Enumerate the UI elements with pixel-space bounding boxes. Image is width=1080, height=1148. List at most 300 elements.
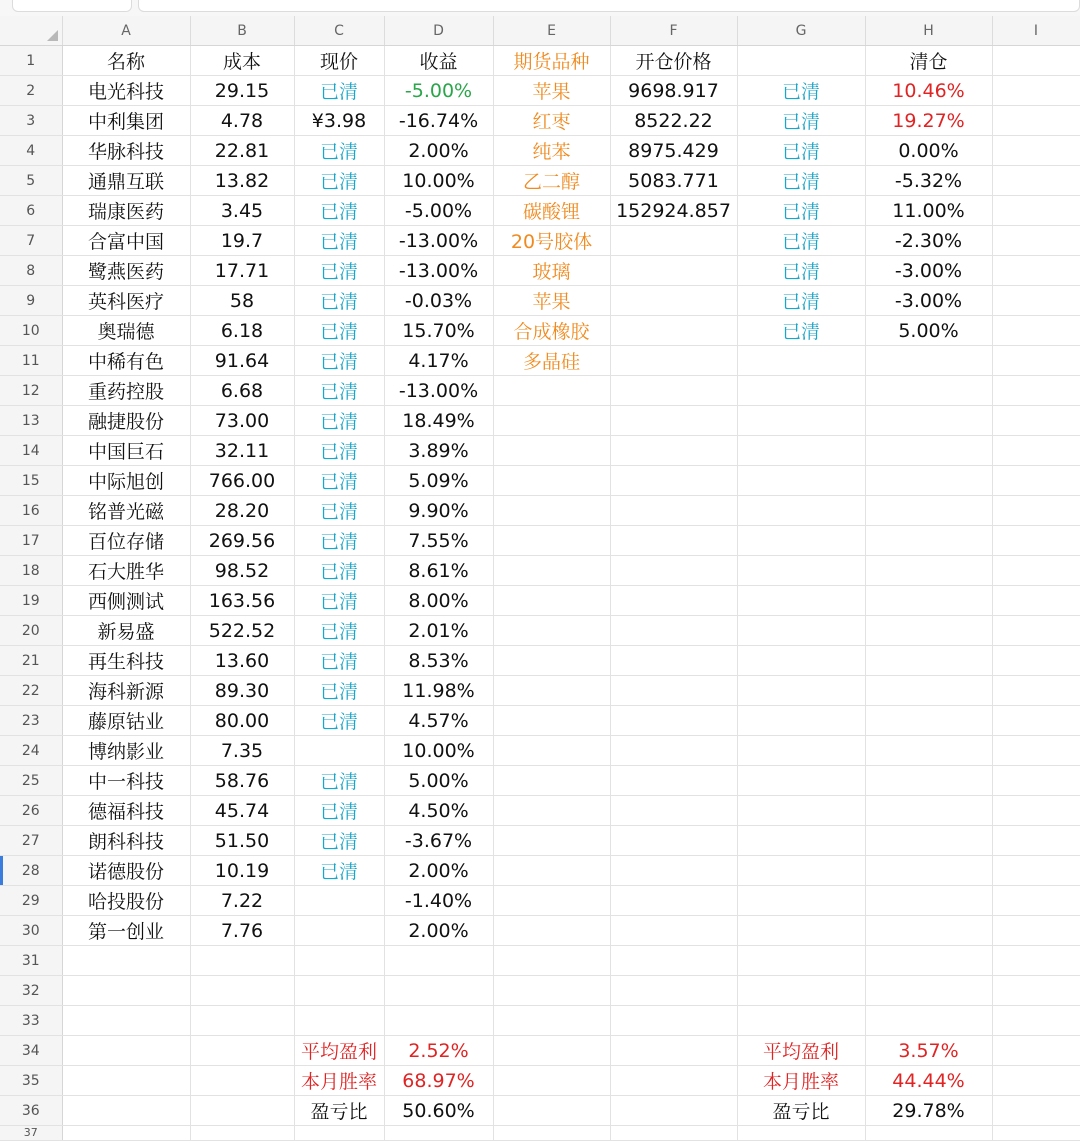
cell-d[interactable] [384, 976, 493, 1006]
cell-g[interactable] [737, 946, 865, 976]
cell-c[interactable] [294, 976, 384, 1006]
cell-h[interactable]: 19.27% [865, 106, 992, 136]
cell-a[interactable]: 中国巨石 [62, 436, 190, 466]
cell-h[interactable] [865, 736, 992, 766]
cell-f[interactable]: 152924.857 [610, 196, 737, 226]
cell-g[interactable]: 已清 [737, 286, 865, 316]
row-header[interactable]: 1 [0, 46, 62, 76]
cell-g[interactable] [737, 616, 865, 646]
cell-c[interactable]: 现价 [294, 46, 384, 76]
cell-h[interactable]: 清仓 [865, 46, 992, 76]
row-header[interactable]: 35 [0, 1066, 62, 1096]
cell-a[interactable]: 中稀有色 [62, 346, 190, 376]
cell-a[interactable]: 博纳影业 [62, 736, 190, 766]
cell-g[interactable] [737, 46, 865, 76]
cell-e[interactable] [493, 376, 610, 406]
cell-f[interactable] [610, 406, 737, 436]
cell-b[interactable] [190, 1006, 294, 1036]
cell-b[interactable]: 7.22 [190, 886, 294, 916]
cell-h[interactable] [865, 886, 992, 916]
cell-d[interactable]: 4.57% [384, 706, 493, 736]
cell-f[interactable] [610, 706, 737, 736]
cell-d[interactable]: 9.90% [384, 496, 493, 526]
cell-g[interactable] [737, 376, 865, 406]
cell-g[interactable] [737, 856, 865, 886]
cell-f[interactable] [610, 976, 737, 1006]
cell-a[interactable]: 石大胜华 [62, 556, 190, 586]
cell-i[interactable] [992, 556, 1080, 586]
cell-d[interactable]: 5.00% [384, 766, 493, 796]
row-header[interactable]: 6 [0, 196, 62, 226]
cell-b[interactable]: 28.20 [190, 496, 294, 526]
cell-b[interactable]: 6.68 [190, 376, 294, 406]
cell-h[interactable] [865, 346, 992, 376]
column-header-a[interactable]: A [62, 16, 190, 46]
cell-e[interactable] [493, 526, 610, 556]
cell-i[interactable] [992, 886, 1080, 916]
cell-a[interactable]: 百位存储 [62, 526, 190, 556]
cell-a[interactable]: 重药控股 [62, 376, 190, 406]
row-header[interactable]: 3 [0, 106, 62, 136]
cell-e[interactable] [493, 496, 610, 526]
cell-e[interactable] [493, 406, 610, 436]
row-header[interactable]: 34 [0, 1036, 62, 1066]
cell-e[interactable]: 苹果 [493, 76, 610, 106]
cell-f[interactable] [610, 646, 737, 676]
cell-d[interactable]: 8.61% [384, 556, 493, 586]
cell-i[interactable] [992, 286, 1080, 316]
cell-g[interactable] [737, 796, 865, 826]
cell-i[interactable] [992, 1066, 1080, 1096]
cell-i[interactable] [992, 226, 1080, 256]
cell-c[interactable]: 本月胜率 [294, 1066, 384, 1096]
cell-f[interactable] [610, 796, 737, 826]
cell-e[interactable]: 合成橡胶 [493, 316, 610, 346]
cell-d[interactable]: 11.98% [384, 676, 493, 706]
cell-i[interactable] [992, 466, 1080, 496]
row-header[interactable]: 32 [0, 976, 62, 1006]
cell-a[interactable]: 新易盛 [62, 616, 190, 646]
cell-i[interactable] [992, 1006, 1080, 1036]
cell-c[interactable]: 已清 [294, 616, 384, 646]
cell-h[interactable] [865, 796, 992, 826]
cell-e[interactable] [493, 796, 610, 826]
cell-f[interactable] [610, 1036, 737, 1066]
cell-d[interactable]: -16.74% [384, 106, 493, 136]
cell-b[interactable]: 19.7 [190, 226, 294, 256]
row-header[interactable]: 15 [0, 466, 62, 496]
cell-g[interactable]: 已清 [737, 166, 865, 196]
cell-a[interactable]: 第一创业 [62, 916, 190, 946]
cell-e[interactable] [493, 856, 610, 886]
cell-a[interactable]: 名称 [62, 46, 190, 76]
cell-c[interactable]: 平均盈利 [294, 1036, 384, 1066]
cell-c[interactable]: ¥3.98 [294, 106, 384, 136]
cell-f[interactable] [610, 1126, 737, 1141]
cell-h[interactable] [865, 436, 992, 466]
cell-d[interactable]: -13.00% [384, 256, 493, 286]
row-header[interactable]: 21 [0, 646, 62, 676]
cell-i[interactable] [992, 856, 1080, 886]
cell-c[interactable]: 已清 [294, 526, 384, 556]
cell-c[interactable]: 已清 [294, 346, 384, 376]
cell-e[interactable] [493, 706, 610, 736]
cell-f[interactable] [610, 916, 737, 946]
cell-h[interactable] [865, 676, 992, 706]
row-header[interactable]: 27 [0, 826, 62, 856]
cell-f[interactable] [610, 346, 737, 376]
cell-e[interactable]: 碳酸锂 [493, 196, 610, 226]
cell-c[interactable]: 已清 [294, 766, 384, 796]
cell-i[interactable] [992, 1096, 1080, 1126]
cell-a[interactable]: 中利集团 [62, 106, 190, 136]
cell-e[interactable] [493, 556, 610, 586]
cell-h[interactable]: -5.32% [865, 166, 992, 196]
row-header[interactable]: 16 [0, 496, 62, 526]
select-all-corner[interactable] [0, 16, 62, 46]
cell-h[interactable] [865, 556, 992, 586]
cell-b[interactable]: 13.82 [190, 166, 294, 196]
cell-c[interactable]: 已清 [294, 676, 384, 706]
cell-c[interactable]: 已清 [294, 226, 384, 256]
cell-a[interactable]: 再生科技 [62, 646, 190, 676]
cell-h[interactable] [865, 1126, 992, 1141]
cell-d[interactable]: 8.00% [384, 586, 493, 616]
cell-c[interactable]: 已清 [294, 286, 384, 316]
cell-i[interactable] [992, 196, 1080, 226]
cell-i[interactable] [992, 136, 1080, 166]
cell-f[interactable] [610, 496, 737, 526]
cell-b[interactable]: 58.76 [190, 766, 294, 796]
cell-d[interactable]: 4.17% [384, 346, 493, 376]
cell-g[interactable]: 本月胜率 [737, 1066, 865, 1096]
cell-f[interactable] [610, 886, 737, 916]
cell-a[interactable] [62, 1036, 190, 1066]
cell-b[interactable]: 29.15 [190, 76, 294, 106]
cell-h[interactable] [865, 376, 992, 406]
cell-h[interactable] [865, 826, 992, 856]
cell-a[interactable] [62, 1006, 190, 1036]
cell-f[interactable] [610, 826, 737, 856]
cell-c[interactable]: 已清 [294, 436, 384, 466]
cell-g[interactable]: 平均盈利 [737, 1036, 865, 1066]
cell-g[interactable] [737, 766, 865, 796]
cell-g[interactable] [737, 466, 865, 496]
cell-b[interactable]: 163.56 [190, 586, 294, 616]
cell-f[interactable] [610, 736, 737, 766]
cell-b[interactable]: 51.50 [190, 826, 294, 856]
cell-i[interactable] [992, 106, 1080, 136]
cell-h[interactable] [865, 856, 992, 886]
cell-g[interactable] [737, 1006, 865, 1036]
row-header[interactable]: 2 [0, 76, 62, 106]
cell-g[interactable]: 已清 [737, 316, 865, 346]
row-header[interactable]: 22 [0, 676, 62, 706]
cell-h[interactable] [865, 526, 992, 556]
cell-g[interactable] [737, 406, 865, 436]
cell-c[interactable]: 已清 [294, 496, 384, 526]
cell-c[interactable]: 已清 [294, 796, 384, 826]
cell-e[interactable] [493, 766, 610, 796]
cell-g[interactable] [737, 586, 865, 616]
cell-c[interactable]: 已清 [294, 166, 384, 196]
cell-e[interactable] [493, 616, 610, 646]
cell-b[interactable]: 91.64 [190, 346, 294, 376]
cell-i[interactable] [992, 166, 1080, 196]
cell-e[interactable] [493, 826, 610, 856]
cell-h[interactable] [865, 916, 992, 946]
cell-e[interactable] [493, 436, 610, 466]
cell-b[interactable]: 269.56 [190, 526, 294, 556]
cell-f[interactable] [610, 256, 737, 286]
cell-a[interactable] [62, 1096, 190, 1126]
cell-i[interactable] [992, 976, 1080, 1006]
cell-d[interactable]: -5.00% [384, 196, 493, 226]
column-header-c[interactable]: C [294, 16, 384, 46]
cell-b[interactable]: 成本 [190, 46, 294, 76]
cell-i[interactable] [992, 496, 1080, 526]
cell-e[interactable] [493, 1036, 610, 1066]
row-header[interactable]: 25 [0, 766, 62, 796]
cell-e[interactable] [493, 916, 610, 946]
cell-f[interactable]: 9698.917 [610, 76, 737, 106]
cell-c[interactable]: 已清 [294, 256, 384, 286]
cell-h[interactable] [865, 586, 992, 616]
cell-h[interactable] [865, 766, 992, 796]
column-header-g[interactable]: G [737, 16, 865, 46]
cell-i[interactable] [992, 916, 1080, 946]
cell-g[interactable] [737, 436, 865, 466]
cell-b[interactable]: 13.60 [190, 646, 294, 676]
cell-c[interactable]: 已清 [294, 136, 384, 166]
cell-b[interactable]: 4.78 [190, 106, 294, 136]
cell-g[interactable] [737, 916, 865, 946]
cell-d[interactable]: 3.89% [384, 436, 493, 466]
cell-g[interactable]: 已清 [737, 76, 865, 106]
cell-i[interactable] [992, 646, 1080, 676]
cell-d[interactable] [384, 1126, 493, 1141]
cell-a[interactable]: 铭普光磁 [62, 496, 190, 526]
cell-d[interactable]: 10.00% [384, 736, 493, 766]
cell-f[interactable] [610, 676, 737, 706]
cell-e[interactable] [493, 1096, 610, 1126]
cell-b[interactable]: 766.00 [190, 466, 294, 496]
cell-a[interactable]: 华脉科技 [62, 136, 190, 166]
cell-g[interactable]: 盈亏比 [737, 1096, 865, 1126]
cell-c[interactable]: 已清 [294, 826, 384, 856]
row-header[interactable]: 19 [0, 586, 62, 616]
cell-h[interactable] [865, 466, 992, 496]
cell-g[interactable]: 已清 [737, 226, 865, 256]
cell-i[interactable] [992, 316, 1080, 346]
cell-i[interactable] [992, 256, 1080, 286]
cell-a[interactable]: 德福科技 [62, 796, 190, 826]
cell-b[interactable]: 22.81 [190, 136, 294, 166]
cell-f[interactable]: 8975.429 [610, 136, 737, 166]
cell-e[interactable]: 20号胶体 [493, 226, 610, 256]
row-header[interactable]: 24 [0, 736, 62, 766]
row-header[interactable]: 23 [0, 706, 62, 736]
cell-b[interactable]: 80.00 [190, 706, 294, 736]
cell-g[interactable]: 已清 [737, 256, 865, 286]
cell-d[interactable]: 2.52% [384, 1036, 493, 1066]
cell-i[interactable] [992, 1126, 1080, 1141]
cell-a[interactable]: 融捷股份 [62, 406, 190, 436]
cell-a[interactable]: 海科新源 [62, 676, 190, 706]
cell-i[interactable] [992, 676, 1080, 706]
cell-b[interactable]: 17.71 [190, 256, 294, 286]
cell-e[interactable]: 乙二醇 [493, 166, 610, 196]
cell-g[interactable] [737, 556, 865, 586]
cell-e[interactable] [493, 1006, 610, 1036]
cell-g[interactable] [737, 676, 865, 706]
cell-d[interactable]: 7.55% [384, 526, 493, 556]
cell-g[interactable] [737, 706, 865, 736]
name-box[interactable] [12, 0, 132, 12]
cell-b[interactable] [190, 946, 294, 976]
cell-f[interactable] [610, 946, 737, 976]
cell-d[interactable]: 50.60% [384, 1096, 493, 1126]
cell-h[interactable] [865, 946, 992, 976]
cell-i[interactable] [992, 616, 1080, 646]
cell-g[interactable] [737, 526, 865, 556]
cell-a[interactable]: 西侧测试 [62, 586, 190, 616]
cell-h[interactable]: 11.00% [865, 196, 992, 226]
cell-g[interactable]: 已清 [737, 196, 865, 226]
cell-b[interactable]: 522.52 [190, 616, 294, 646]
row-header[interactable]: 20 [0, 616, 62, 646]
cell-d[interactable] [384, 946, 493, 976]
cell-f[interactable] [610, 316, 737, 346]
cell-h[interactable]: -3.00% [865, 286, 992, 316]
cell-d[interactable]: 15.70% [384, 316, 493, 346]
cell-f[interactable] [610, 226, 737, 256]
cell-b[interactable] [190, 1066, 294, 1096]
cell-g[interactable]: 已清 [737, 136, 865, 166]
cell-f[interactable] [610, 436, 737, 466]
cell-c[interactable]: 已清 [294, 196, 384, 226]
cell-g[interactable] [737, 1126, 865, 1141]
cell-h[interactable] [865, 496, 992, 526]
cell-d[interactable]: 5.09% [384, 466, 493, 496]
column-header-i[interactable]: I [992, 16, 1080, 46]
cell-b[interactable] [190, 976, 294, 1006]
cell-e[interactable] [493, 886, 610, 916]
cell-g[interactable]: 已清 [737, 106, 865, 136]
cell-i[interactable] [992, 706, 1080, 736]
cell-f[interactable] [610, 856, 737, 886]
cell-b[interactable]: 98.52 [190, 556, 294, 586]
cell-h[interactable]: 29.78% [865, 1096, 992, 1126]
cell-a[interactable]: 合富中国 [62, 226, 190, 256]
cell-d[interactable]: -1.40% [384, 886, 493, 916]
cell-b[interactable]: 89.30 [190, 676, 294, 706]
row-header[interactable]: 33 [0, 1006, 62, 1036]
cell-a[interactable]: 哈投股份 [62, 886, 190, 916]
cell-d[interactable]: -0.03% [384, 286, 493, 316]
row-header[interactable]: 29 [0, 886, 62, 916]
cell-c[interactable]: 已清 [294, 556, 384, 586]
cell-f[interactable] [610, 616, 737, 646]
cell-a[interactable]: 朗科科技 [62, 826, 190, 856]
cell-c[interactable] [294, 1006, 384, 1036]
cell-i[interactable] [992, 586, 1080, 616]
cell-f[interactable] [610, 766, 737, 796]
cell-i[interactable] [992, 946, 1080, 976]
cell-b[interactable] [190, 1096, 294, 1126]
cell-d[interactable]: 68.97% [384, 1066, 493, 1096]
cell-c[interactable]: 已清 [294, 376, 384, 406]
cell-d[interactable]: 18.49% [384, 406, 493, 436]
cell-a[interactable] [62, 946, 190, 976]
cell-c[interactable]: 已清 [294, 586, 384, 616]
cell-b[interactable]: 58 [190, 286, 294, 316]
row-header[interactable]: 9 [0, 286, 62, 316]
row-header[interactable]: 30 [0, 916, 62, 946]
cell-e[interactable] [493, 676, 610, 706]
cell-h[interactable] [865, 706, 992, 736]
cell-a[interactable]: 电光科技 [62, 76, 190, 106]
cell-a[interactable]: 藤原钴业 [62, 706, 190, 736]
cell-d[interactable]: 10.00% [384, 166, 493, 196]
cell-d[interactable]: 4.50% [384, 796, 493, 826]
cell-b[interactable] [190, 1036, 294, 1066]
row-header[interactable]: 28 [0, 856, 62, 886]
cell-f[interactable] [610, 376, 737, 406]
row-header[interactable]: 12 [0, 376, 62, 406]
cell-i[interactable] [992, 376, 1080, 406]
cell-e[interactable]: 期货品种 [493, 46, 610, 76]
cell-e[interactable]: 多晶硅 [493, 346, 610, 376]
cell-c[interactable]: 盈亏比 [294, 1096, 384, 1126]
cell-i[interactable] [992, 436, 1080, 466]
cell-b[interactable]: 7.76 [190, 916, 294, 946]
row-header[interactable]: 13 [0, 406, 62, 436]
cell-f[interactable] [610, 1066, 737, 1096]
row-header[interactable]: 37 [0, 1126, 62, 1141]
row-header[interactable]: 5 [0, 166, 62, 196]
row-header[interactable]: 11 [0, 346, 62, 376]
cell-b[interactable]: 10.19 [190, 856, 294, 886]
cell-h[interactable] [865, 1006, 992, 1036]
cell-e[interactable] [493, 1126, 610, 1141]
column-header-f[interactable]: F [610, 16, 737, 46]
cell-f[interactable] [610, 556, 737, 586]
cell-g[interactable] [737, 646, 865, 676]
cell-a[interactable]: 瑞康医药 [62, 196, 190, 226]
cell-d[interactable]: -13.00% [384, 226, 493, 256]
cell-e[interactable] [493, 466, 610, 496]
cell-b[interactable]: 45.74 [190, 796, 294, 826]
cell-e[interactable]: 纯苯 [493, 136, 610, 166]
cell-h[interactable]: 5.00% [865, 316, 992, 346]
cell-i[interactable] [992, 766, 1080, 796]
cell-b[interactable]: 73.00 [190, 406, 294, 436]
cell-i[interactable] [992, 406, 1080, 436]
cell-g[interactable] [737, 346, 865, 376]
cell-i[interactable] [992, 1036, 1080, 1066]
cell-e[interactable]: 红枣 [493, 106, 610, 136]
cell-f[interactable] [610, 586, 737, 616]
cell-a[interactable]: 诺德股份 [62, 856, 190, 886]
cell-e[interactable] [493, 586, 610, 616]
cell-g[interactable] [737, 886, 865, 916]
cell-g[interactable] [737, 496, 865, 526]
cell-b[interactable] [190, 1126, 294, 1141]
cell-i[interactable] [992, 76, 1080, 106]
cell-c[interactable]: 已清 [294, 466, 384, 496]
cell-b[interactable]: 6.18 [190, 316, 294, 346]
